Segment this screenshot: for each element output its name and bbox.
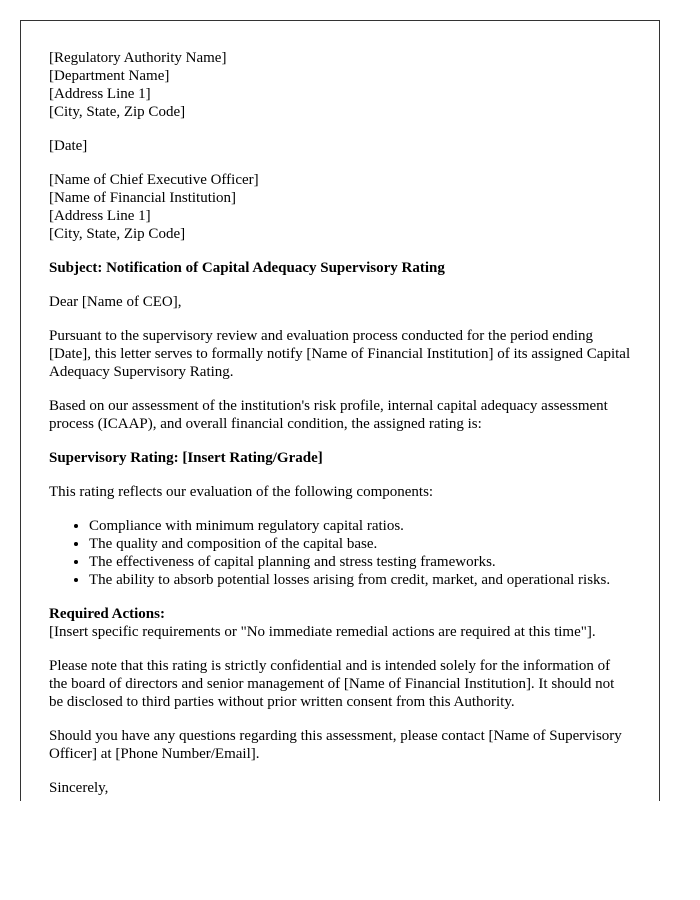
sender-line: [Regulatory Authority Name] — [49, 50, 227, 66]
list-item: • The ability to absorb potential losses arising from credit, market, and operational risks. — [89, 571, 631, 589]
recipient-line: [Name of Financial Institution] — [49, 190, 237, 206]
sender-line: [Address Line 1] — [49, 86, 151, 102]
list-item: • The quality and composition of the capital base. — [89, 535, 631, 553]
required-actions — [49, 605, 631, 641]
paragraph-assessment: Based on our assessment of the institution's risk profile, internal capital adequacy assessment process (ICAAP), and overall financial condition, the assigned rating is: — [49, 398, 608, 432]
paragraph-contact: Should you have any questions regarding this assessment, please contact [Name of Supervisory Officer] at [Phone Number/Email]. — [49, 728, 622, 762]
paragraph-confidentiality: Please note that this rating is strictly confidential and is intended solely for the information of the board of directors and senior management of [Name of Financial Institution]. It should not be disclosed to third parties without prior written consent from this Authority. — [49, 658, 615, 710]
recipient-line: [City, State, Zip Code] — [49, 226, 186, 242]
recipient-address — [49, 171, 631, 243]
closing: Sincerely, — [49, 780, 109, 796]
list-item: • Compliance with minimum regulatory capital ratios. — [89, 517, 631, 535]
recipient-line: [Address Line 1] — [49, 208, 151, 224]
required-actions-text: [Insert specific requirements or "No immediate remedial actions are required at this time"]. — [49, 624, 596, 640]
salutation: Dear [Name of CEO], — [49, 294, 182, 310]
supervisory-rating: Supervisory Rating: [Insert Rating/Grade] — [49, 450, 323, 466]
paragraph-intro: Pursuant to the supervisory review and evaluation process conducted for the period ending [Date], this letter serves to formally notify [Name of Financial Institution] of its assigned Capital Adequacy Supervisory Rating. — [49, 328, 631, 380]
subject-line: Subject: Notification of Capital Adequacy Supervisory Rating — [49, 260, 445, 276]
paragraph-components: This rating reflects our evaluation of the following components: — [49, 484, 434, 500]
sender-line: [Department Name] — [49, 68, 170, 84]
required-actions-heading: Required Actions: — [49, 606, 165, 622]
letter-date: [Date] — [49, 138, 88, 154]
components-list — [49, 517, 631, 589]
sender-address — [49, 49, 631, 121]
recipient-line: [Name of Chief Executive Officer] — [49, 172, 259, 188]
sender-line: [City, State, Zip Code] — [49, 104, 186, 120]
letter-page — [20, 20, 660, 801]
list-item: • The effectiveness of capital planning and stress testing frameworks. — [89, 553, 631, 571]
